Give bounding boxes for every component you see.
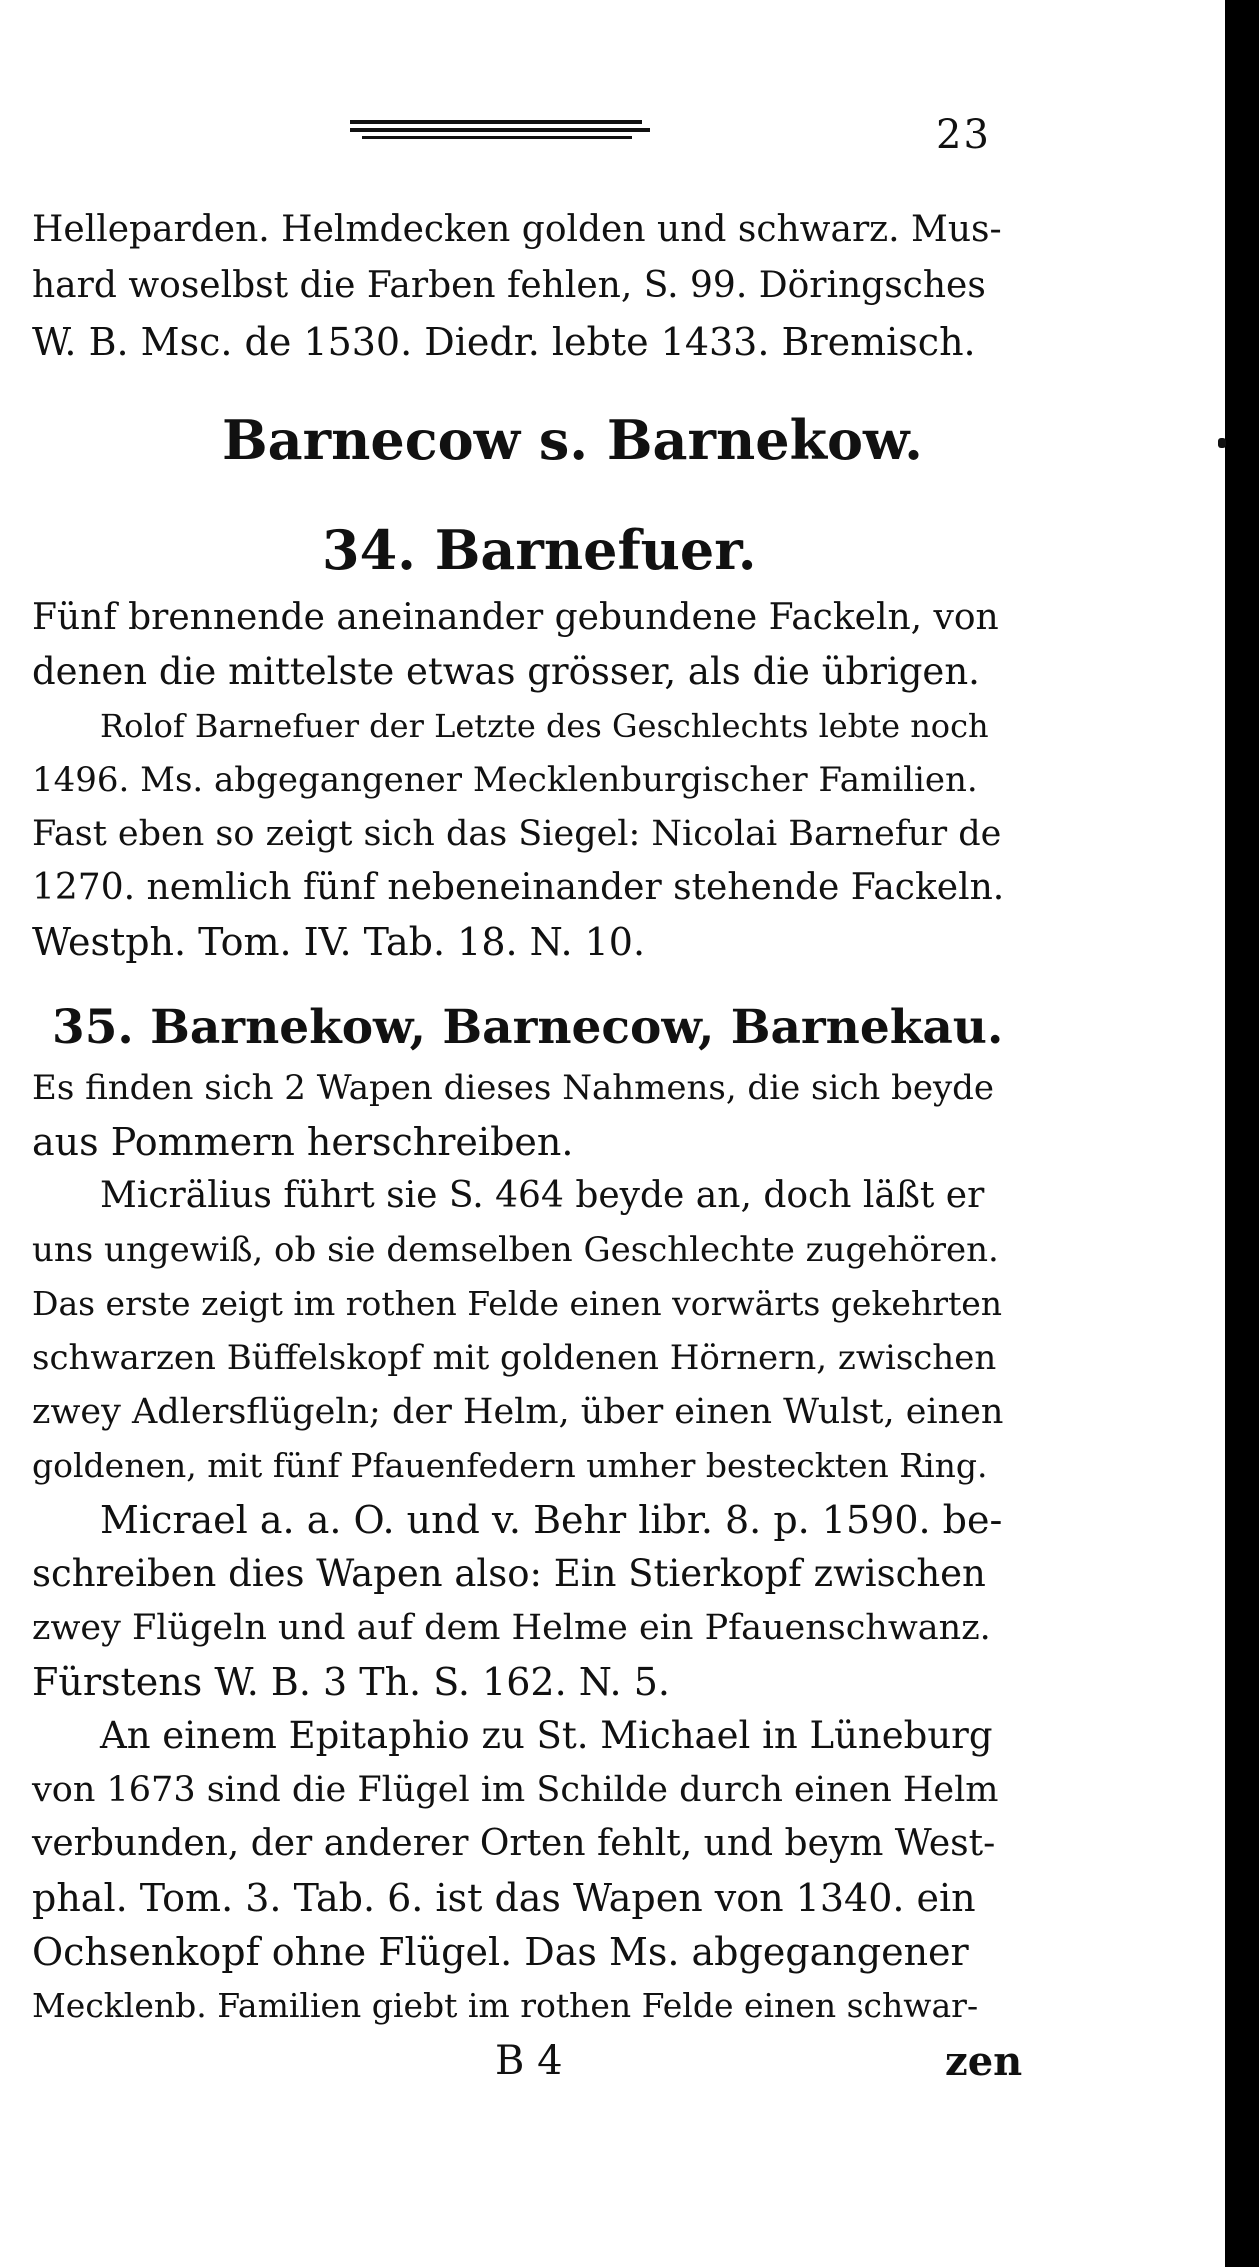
text-line: Das erste zeigt im rothen Felde einen vorwärts gekehrten: [32, 1284, 1003, 1323]
text-line: Westph. Tom. IV. Tab. 18. N. 10.: [32, 920, 646, 964]
text-line: Fünf brennende aneinander gebundene Fackeln, von: [32, 597, 999, 638]
text-line: schwarzen Büffelskopf mit goldenen Hörnern, zwischen: [32, 1338, 997, 1378]
text-line: von 1673 sind die Flügel im Schilde durch einen Helm: [32, 1770, 999, 1810]
cross-reference-heading: Barnecow s. Barnekow.: [222, 408, 923, 472]
text-line: verbunden, der anderer Orten fehlt, und beym West-: [32, 1823, 996, 1864]
text-line: Helleparden. Helmdecken golden und schwarz. Mus-: [32, 209, 1002, 250]
text-line: aus Pommern herschreiben.: [32, 1120, 574, 1164]
text-line: denen die mittelste etwas grösser, als die übrigen.: [32, 650, 980, 693]
text-line: zwey Adlersflügeln; der Helm, über einen Wulst, einen: [32, 1392, 1004, 1432]
text-line: Mecklenb. Familien giebt im rothen Felde einen schwar-: [32, 1986, 979, 2025]
entry-heading-34: 34. Barnefuer.: [322, 518, 757, 582]
margin-mark: [1218, 438, 1226, 448]
text-line: Ochsenkopf ohne Flügel. Das Ms. abgegangener: [32, 1930, 969, 1974]
text-line: An einem Epitaphio zu St. Michael in Lüneburg: [100, 1714, 993, 1757]
text-line: Fürstens W. B. 3 Th. S. 162. N. 5.: [32, 1660, 670, 1704]
page-edge-shadow: [1225, 0, 1259, 2267]
entry-heading-35: 35. Barnekow, Barnecow, Barnekau.: [52, 1000, 1004, 1055]
text-line: W. B. Msc. de 1530. Diedr. lebte 1433. Bremisch.: [32, 320, 976, 364]
header-ornament-rule: [350, 118, 650, 144]
text-line: uns ungewiß, ob sie demselben Geschlechte zugehören.: [32, 1230, 999, 1270]
text-line: 1270. nemlich fünf nebeneinander stehende Fackeln.: [32, 867, 1005, 908]
catchword: zen: [945, 2038, 1023, 2085]
text-line: zwey Flügeln und auf dem Helme ein Pfauenschwanz.: [32, 1608, 991, 1648]
text-line: Rolof Barnefuer der Letzte des Geschlechts lebte noch: [100, 707, 989, 745]
signature-mark: B 4: [495, 2038, 563, 2084]
text-line: 1496. Ms. abgegangener Mecklenburgischer Familien.: [32, 760, 978, 800]
page-number: 23: [936, 112, 991, 158]
text-line: goldenen, mit fünf Pfauenfedern umher besteckten Ring.: [32, 1446, 988, 1485]
text-line: Micrael a. a. O. und v. Behr libr. 8. p. 1590. be-: [100, 1498, 1003, 1542]
text-line: Micrälius führt sie S. 464 beyde an, doch läßt er: [100, 1175, 985, 1216]
text-line: Fast eben so zeigt sich das Siegel: Nicolai Barnefur de: [32, 814, 1002, 854]
text-line: phal. Tom. 3. Tab. 6. ist das Wapen von 1340. ein: [32, 1876, 976, 1920]
text-line: Es finden sich 2 Wapen dieses Nahmens, die sich beyde: [32, 1068, 995, 1108]
text-line: hard woselbst die Farben fehlen, S. 99. Döringsches: [32, 265, 986, 306]
text-line: schreiben dies Wapen also: Ein Stierkopf zwischen: [32, 1552, 986, 1595]
